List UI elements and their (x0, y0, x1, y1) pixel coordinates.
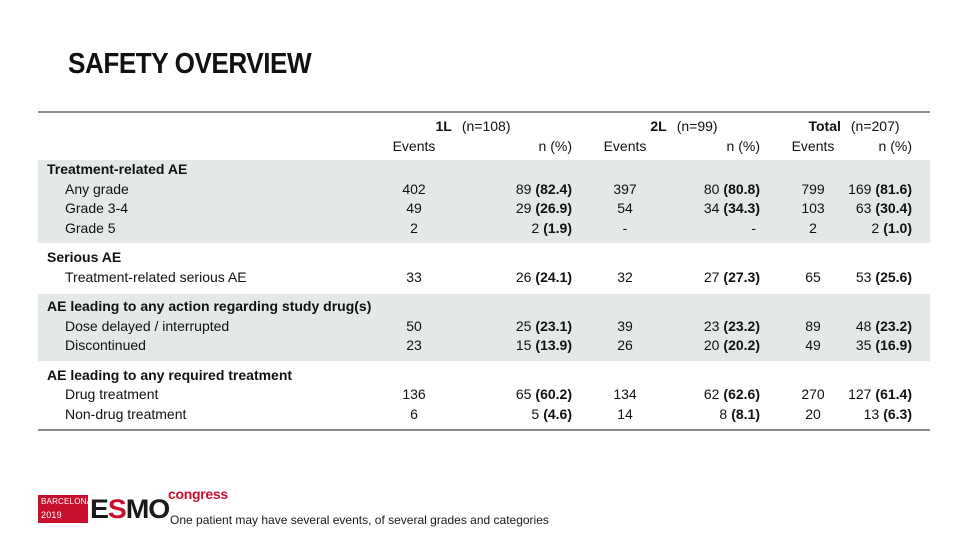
percent-value: (20.2) (723, 337, 760, 353)
table-row (38, 199, 930, 219)
count-value: 23 (703, 317, 720, 334)
count-value: 53 (855, 268, 872, 285)
count-value: 29 (515, 200, 532, 216)
npct-cell (848, 180, 930, 200)
column-header-row (38, 137, 930, 160)
npct-cell (660, 385, 778, 405)
count-value: 25 (515, 317, 532, 334)
count-value: 2 (531, 219, 540, 236)
table-row (38, 385, 930, 405)
count-value: 5 (531, 405, 540, 422)
col-npct: n (%) (726, 138, 760, 155)
logo-brand: ESMO (90, 494, 170, 524)
events-cell: 799 (778, 180, 848, 200)
row-label: Any grade (38, 180, 356, 200)
percent-value: (30.4) (875, 200, 912, 216)
col-events: Events (603, 138, 647, 155)
count-value: 65 (515, 386, 532, 402)
npct-cell (660, 199, 778, 219)
count-value: 35 (855, 337, 872, 353)
events-cell: 49 (356, 199, 472, 219)
table-row (38, 180, 930, 200)
row-label: Treatment-related serious AE (65, 268, 247, 285)
events-cell: 6 (356, 405, 472, 431)
events-cell: 14 (590, 405, 660, 431)
events-cell: 32 (617, 268, 633, 285)
npct-cell (848, 336, 930, 362)
events-cell: 26 (590, 336, 660, 362)
section-title: AE leading to any required treatment (38, 362, 930, 386)
percent-value: (6.3) (883, 405, 912, 422)
count-value: 15 (515, 337, 532, 353)
npct-cell (472, 405, 590, 431)
row-label: Grade 5 (38, 219, 356, 245)
count-value: 20 (703, 337, 720, 353)
events-cell: 33 (406, 268, 422, 285)
events-cell: 103 (778, 199, 848, 219)
table-row (38, 405, 930, 431)
table-row (38, 268, 930, 294)
count-value: 62 (703, 386, 720, 402)
table-row (38, 317, 930, 337)
table-row (38, 336, 930, 362)
count-value: 127 (848, 386, 872, 402)
npct-cell (660, 180, 778, 200)
npct-cell (660, 268, 778, 294)
npct-cell (848, 219, 930, 245)
row-label: Drug treatment (65, 386, 159, 402)
percent-value: (13.9) (535, 337, 572, 353)
percent-value: (61.4) (875, 386, 912, 402)
count-value: 169 (848, 180, 872, 197)
group-total: Total (n=207) (778, 112, 930, 137)
col-events: Events (392, 138, 436, 155)
events-cell: 49 (778, 336, 848, 362)
npct-cell (660, 317, 778, 337)
npct-cell (660, 405, 778, 431)
npct-cell (660, 336, 778, 362)
events-cell: 39 (590, 317, 660, 337)
npct-cell (472, 385, 590, 405)
count-value: 2 (871, 219, 880, 236)
count-value: 13 (863, 405, 880, 422)
events-cell: - (590, 219, 660, 245)
percent-value: (80.8) (723, 180, 760, 197)
count-value: 8 (719, 405, 728, 422)
percent-value: (24.1) (535, 268, 572, 285)
count-value: 80 (703, 180, 720, 197)
percent-value: (82.4) (535, 180, 572, 197)
events-cell: 23 (356, 336, 472, 362)
npct-cell (472, 180, 590, 200)
table-row (38, 219, 930, 245)
percent-value: (23.1) (535, 317, 572, 334)
npct-cell (472, 219, 590, 245)
npct-cell (848, 385, 930, 405)
page-title: SAFETY OVERVIEW (68, 48, 312, 80)
section-header-row (38, 293, 930, 317)
section-header-row (38, 160, 930, 180)
npct-cell (472, 268, 590, 294)
npct-cell (472, 199, 590, 219)
col-events: Events (791, 138, 835, 155)
section-title: Serious AE (38, 244, 930, 268)
percent-value: (81.6) (875, 180, 912, 197)
events-cell: 20 (778, 405, 848, 431)
section-title: Treatment-related AE (38, 160, 930, 180)
col-npct: n (%) (878, 138, 912, 155)
row-label: Discontinued (38, 336, 356, 362)
percent-value: (1.9) (543, 219, 572, 236)
row-label: Grade 3-4 (38, 199, 356, 219)
events-cell: 402 (356, 180, 472, 200)
percent-value: (34.3) (723, 200, 760, 216)
percent-value: (62.6) (723, 386, 760, 402)
percent-value: (8.1) (731, 405, 760, 422)
events-cell: 2 (356, 219, 472, 245)
npct-cell (848, 405, 930, 431)
events-cell: 50 (356, 317, 472, 337)
row-label: Non-drug treatment (38, 405, 356, 431)
events-cell: 54 (590, 199, 660, 219)
count-value: 26 (515, 268, 532, 285)
group-1l: 1L (n=108) (356, 112, 590, 137)
row-label: Dose delayed / interrupted (38, 317, 356, 337)
section-header-row (38, 362, 930, 386)
section-header-row (38, 244, 930, 268)
col-npct: n (%) (538, 138, 572, 155)
percent-value: (23.2) (875, 317, 912, 334)
logo-city-badge: BARCELONA 2019 (38, 495, 88, 523)
count-value: 63 (855, 200, 872, 216)
events-cell: 397 (590, 180, 660, 200)
count-value: - (751, 219, 756, 236)
percent-value: (4.6) (543, 405, 572, 422)
safety-table (38, 111, 930, 431)
npct-cell (472, 336, 590, 362)
events-cell: 270 (801, 386, 825, 402)
percent-value: (16.9) (875, 337, 912, 353)
group-2l: 2L (n=99) (590, 112, 778, 137)
percent-value: (26.9) (535, 200, 572, 216)
percent-value: (23.2) (723, 317, 760, 334)
logo-congress: congress (168, 486, 228, 502)
count-value: 89 (515, 180, 532, 197)
events-cell: 2 (778, 219, 848, 245)
percent-value: (27.3) (723, 268, 760, 285)
events-cell: 136 (402, 386, 426, 402)
section-title: AE leading to any action regarding study drug(s) (38, 293, 930, 317)
npct-cell (848, 317, 930, 337)
npct-cell (472, 317, 590, 337)
count-value: 34 (703, 200, 720, 216)
npct-cell (848, 268, 930, 294)
count-value: 48 (855, 317, 872, 334)
percent-value: (1.0) (883, 219, 912, 236)
events-cell: 134 (613, 386, 637, 402)
events-cell: 65 (805, 268, 821, 285)
npct-cell (660, 219, 778, 245)
events-cell: 89 (778, 317, 848, 337)
group-header-row (38, 112, 930, 137)
count-value: 27 (703, 268, 720, 285)
percent-value: (60.2) (535, 386, 572, 402)
percent-value: (25.6) (875, 268, 912, 285)
npct-cell (848, 199, 930, 219)
footnote: One patient may have several events, of several grades and categories (170, 513, 549, 527)
